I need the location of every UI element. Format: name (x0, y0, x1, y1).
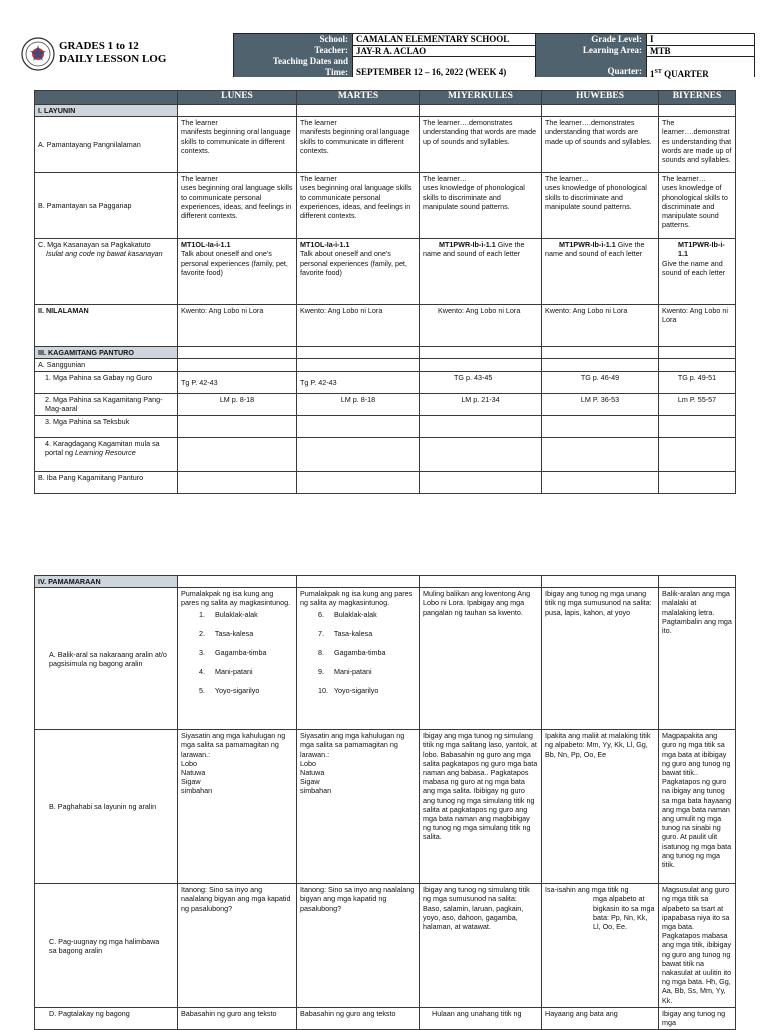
empty-cell (542, 105, 659, 117)
table-cell: LM p. 8-18 (297, 393, 420, 415)
deped-seal-icon (21, 37, 55, 71)
vocabulary-list (300, 759, 416, 796)
empty-cell (542, 347, 659, 359)
item-number: 1. (199, 609, 205, 619)
table-cell: Ibigay ang tunog ng mga (659, 1008, 736, 1029)
table-cell: The learner uses beginning oral language skills to communicate personal experiences, ideas, and feelings in different contexts. (178, 173, 297, 239)
table-cell: The learner… uses knowledge of phonological skills to discriminate and manipulate sound patterns. (420, 173, 542, 239)
competency-code: MT1PWR-Ib-i-1.1 (439, 240, 496, 250)
quarter-number: 1 (650, 69, 655, 79)
empty-cell (420, 347, 542, 359)
empty-cell (420, 437, 542, 471)
item-text: Gagamba-timba (332, 648, 386, 658)
lesson-log-header (21, 33, 735, 77)
empty-cell (659, 347, 736, 359)
area-label: Learning Area: (535, 45, 646, 56)
table-cell: Magpapakita ang guro ng mga titik sa mga bata at ibibigay ng guro ang tunog ng bawat titik.. Pagkatapos ng guro na ibigay ang tunog sa mga bata hayaang ang mga bata naman ang umulit ng mga tunog na sinabi ng guro. At paulit ulit isatunog ng mga bata ang tunog ng mga titik. (659, 730, 736, 884)
item-text: Bulaklak-alak (213, 609, 258, 619)
table-cell (297, 730, 420, 884)
row-label-note: Isulat ang code ng bawat kasanayan (46, 249, 163, 259)
row-label-main: C. Mga Kasanayan sa Pagkakatuto (38, 240, 151, 250)
table-cell: Lm P. 55-57 (659, 393, 736, 415)
item-text: Mani-patani (332, 667, 372, 677)
table-row (35, 359, 736, 371)
empty-cell (542, 415, 659, 437)
row-label: 1. Mga Pahina sa Gabay ng Guro (35, 371, 178, 393)
table-row (35, 415, 736, 437)
section-title: IV. PAMAMARAAN (35, 576, 178, 588)
log-title (59, 40, 166, 66)
table-cell: TG p. 46-49 (542, 371, 659, 393)
competency-text: Give the name and sound of each letter (423, 240, 525, 259)
row-label: A. Sanggunian (35, 359, 178, 371)
table-cell (178, 730, 297, 884)
vocabulary-word: Sigaw (300, 777, 320, 787)
table-cell: Itanong: Sino sa inyo ang naalalang bigyan ang mga kapatid ng pasalubong? (297, 884, 420, 1008)
row-label: B. Pamantayan sa Pagganap (35, 173, 178, 239)
day-header: MARTES (297, 91, 420, 105)
table-cell (420, 239, 542, 305)
row-label: A. Pamantayang Pangnilalaman (35, 117, 178, 173)
activity-text: Isa-isahin ang mga titik ng (545, 885, 629, 895)
competency-code: MT1OL-Ia-i-1.1 (300, 240, 350, 250)
item-text: Mani-patani (213, 667, 253, 677)
item-number: 2. (199, 628, 205, 638)
section-row-kagamitan (35, 347, 736, 359)
list-item (181, 610, 293, 619)
day-header: HUWEBES (542, 91, 659, 105)
competency-code: MT1PWR-Ib-i-1.1 (559, 240, 616, 250)
item-number: 3. (199, 648, 205, 658)
empty-cell (420, 415, 542, 437)
table-cell: The learner… uses knowledge of phonological skills to discriminate and manipulate sound patterns. (659, 173, 736, 239)
vocabulary-word: Natuwa (300, 768, 325, 778)
activity-intro: Siyasatin ang mga kahulugan ng mga salita sa pamamagitan ng larawan.: (300, 731, 405, 759)
table-cell: Itanong: Sino sa inyo ang naalalang bigyan ang mga kapatid ng pasalubong? (178, 884, 297, 1008)
item-number: 7. (318, 628, 324, 638)
list-item (300, 686, 416, 695)
row-label: 2. Mga Pahina sa Kagamitang Pang-Mag-aaral (35, 393, 178, 415)
table-cell: Ibigay ang mga tunog ng simulang titik ng mga salitang laso, yantok, at lobo. Babasahin ng guro ang mga salita pagkatapos ng guro mga bata naman ang babasa.. Pagkatapos mabasa ng guro at ng mga bata ang mga salita. Ibibigay ng guro ang tunog ng mga simulang titik ng salita at pagkatapos ng guro ang mga bata naman ang magbibigay ng tunog ng mga simulang titik ng salita. (420, 730, 542, 884)
empty-cell (297, 105, 420, 117)
list-item (181, 648, 293, 657)
table-row (35, 305, 736, 347)
table-cell: LM P. 36-53 (542, 393, 659, 415)
table-row (35, 1008, 736, 1029)
item-number: 4. (199, 667, 205, 677)
list-item (181, 686, 293, 695)
table-cell: Kwento: Ang Lobo ni Lora (297, 305, 420, 347)
empty-cell (297, 471, 420, 493)
row-label (35, 437, 178, 471)
empty-cell (659, 437, 736, 471)
activity-intro: Pumalakpak ng isa kung ang pares ng salita ay magkasintunog. (181, 589, 291, 608)
section-title: I. LAYUNIN (35, 105, 178, 117)
row-label: B. Paghahabi sa layunin ng aralin (35, 730, 178, 884)
table-cell: TG p. 49-51 (659, 371, 736, 393)
vocabulary-word: Lobo (181, 758, 197, 768)
procedure-table (34, 575, 736, 1030)
table-row (35, 117, 736, 173)
table-cell: Babasahin ng guro ang teksto (178, 1008, 297, 1029)
quarter-superscript: ST (654, 69, 662, 75)
table-row (35, 730, 736, 884)
competency-text: Talk about oneself and one's personal experiences (family, pet, favorite food) (300, 249, 407, 277)
table-cell: LM p. 21-34 (420, 393, 542, 415)
empty-cell (178, 105, 297, 117)
table-cell: Kwento: Ang Lobo ni Lora (542, 305, 659, 347)
section-title: III. KAGAMITANG PANTURO (35, 347, 178, 359)
table-cell: Tg P. 42-43 (178, 371, 297, 393)
table-row (35, 471, 736, 493)
empty-cell (297, 359, 420, 371)
vocabulary-word: simbahan (181, 786, 213, 796)
table-cell: The learner… uses knowledge of phonological skills to discriminate and manipulate sound patterns. (542, 173, 659, 239)
table-cell: TG p. 43-45 (420, 371, 542, 393)
empty-cell (178, 359, 297, 371)
row-label: A. Balik-aral sa nakaraang aralin at/o pagsisimula ng bagong aralin (35, 588, 178, 730)
item-number: 5. (199, 686, 205, 696)
table-cell: Muling balikan ang kwentong Ang Lobo ni Lora. Ipabigay ang mga pangalan ng tauhan sa kwento. (420, 588, 542, 730)
item-text: Gagamba-timba (213, 648, 267, 658)
table-row (35, 437, 736, 471)
table-row (35, 239, 736, 305)
table-cell (178, 588, 297, 730)
empty-cell (542, 471, 659, 493)
quarter-word: QUARTER (661, 69, 709, 79)
table-cell: Balik-aralan ang mga malalaki at malalaking letra. Pagtambalin ang mga ito. (659, 588, 736, 730)
item-text: Yoyo-sigarilyo (213, 686, 260, 696)
table-cell: Babasahin ng guro ang teksto (297, 1008, 420, 1029)
table-row (35, 393, 736, 415)
vocabulary-list (181, 759, 293, 796)
item-text: Tasa-kalesa (332, 628, 373, 638)
section-row-layunin (35, 105, 736, 117)
day-header: LUNES (178, 91, 297, 105)
empty-cell (659, 359, 736, 371)
item-number: 8. (318, 648, 324, 658)
table-cell (542, 884, 659, 1008)
row-label: II. NILALAMAN (35, 305, 178, 347)
empty-cell (420, 471, 542, 493)
list-item (181, 629, 293, 638)
empty-cell (297, 415, 420, 437)
table-cell (659, 239, 736, 305)
school-value: CAMALAN ELEMENTARY SCHOOL (352, 34, 535, 45)
item-number: 9. (318, 667, 324, 677)
empty-cell (178, 347, 297, 359)
competency-text: Give the name and sound of each letter (545, 240, 645, 259)
item-text: Tasa-kalesa (213, 628, 254, 638)
dates-label-line-1: Teaching Dates and (272, 56, 348, 66)
table-cell: Ibigay ang tunog ng mga unang titik ng mga sumusunod na salita: pusa, lapis, kahon, at yoyo (542, 588, 659, 730)
row-label: D. Pagtalakay ng bagong (35, 1008, 178, 1029)
dates-value: SEPTEMBER 12 – 16, 2022 (WEEK 4) (352, 56, 535, 77)
dates-label (234, 56, 352, 77)
section-row-pamamaraan (35, 576, 736, 588)
quarter-label: Quarter: (535, 56, 646, 77)
empty-cell (297, 437, 420, 471)
row-label: 3. Mga Pahina sa Teksbuk (35, 415, 178, 437)
row-label (35, 239, 178, 305)
day-header-row (35, 91, 736, 105)
school-label: School: (234, 34, 352, 45)
empty-cell (297, 576, 420, 588)
empty-cell (542, 359, 659, 371)
table-cell: Ibigay ang tunog ng simulang titik ng mga sumusunod na salita: Baso, salamin, laruan, pagkain, yoyo, aso, dahoon, gagamba, halaman, at watawat. (420, 884, 542, 1008)
empty-cell (178, 471, 297, 493)
list-item (181, 667, 293, 676)
row-label: B. Iba Pang Kagamitang Panturo (35, 471, 178, 493)
grade-value: I (646, 34, 754, 45)
empty-cell (178, 415, 297, 437)
list-item (300, 648, 416, 657)
table-row (35, 884, 736, 1008)
table-cell (542, 239, 659, 305)
list-item (300, 629, 416, 638)
teacher-label: Teacher: (234, 45, 352, 56)
title-line-1: GRADES 1 to 12 (59, 40, 139, 52)
empty-cell (659, 471, 736, 493)
day-header: MIYERKULES (420, 91, 542, 105)
table-row (35, 371, 736, 393)
table-cell: Hulaan ang unahang titik ng (420, 1008, 542, 1029)
table-cell (178, 239, 297, 305)
item-number: 10. (318, 686, 328, 696)
table-cell (297, 588, 420, 730)
day-header: BIYERNES (659, 91, 736, 105)
row-label: C. Pag-uugnay ng mga halimbawa sa bagong aralin (35, 884, 178, 1008)
vocabulary-word: Lobo (300, 758, 316, 768)
item-text: Yoyo-sigarilyo (332, 686, 379, 696)
competency-text: Give the name and sound of each letter (662, 258, 726, 277)
table-cell: Tg P. 42-43 (297, 371, 420, 393)
empty-cell (178, 437, 297, 471)
vocabulary-word: simbahan (300, 786, 332, 796)
empty-cell (542, 437, 659, 471)
title-line-2: DAILY LESSON LOG (59, 53, 167, 65)
activity-text: mga alpabeto at bigkasin ito sa mga bata: Pp, Nn, Kk, Ll, Oo, Ee. (593, 894, 655, 932)
table-row (35, 173, 736, 239)
item-number: 6. (318, 609, 324, 619)
competency-code: MT1PWR-Ib-i-1.1 (678, 240, 725, 259)
table-cell: Ipakita ang maliit at malaking titik ng alpabeto: Mm, Yy, Kk, Ll, Gg, Bb, Nn, Pp, Oo, Ee (542, 730, 659, 884)
area-value: MTB (646, 45, 754, 56)
empty-cell (659, 105, 736, 117)
dates-label-line-2: Time: (325, 67, 348, 77)
table-row (35, 588, 736, 730)
table-cell: LM p. 8-18 (178, 393, 297, 415)
table-cell: The learner….demonstrates understanding that words are made up of sounds and syllables. (420, 117, 542, 173)
quarter-value (646, 56, 754, 77)
row-label-main: 4. Karagdagang Kagamitan mula sa portal ng (45, 438, 160, 457)
table-cell: The learner….demonstrates understanding that words are made up of sounds and syllables. (542, 117, 659, 173)
word-pair-list (181, 610, 293, 696)
empty-cell (659, 576, 736, 588)
item-text: Bulaklak-alak (332, 609, 377, 619)
table-cell: The learner….demonstrates understanding that words are made up of sounds and syllables. (659, 117, 736, 173)
list-item (300, 610, 416, 619)
empty-cell (420, 359, 542, 371)
table-cell: The learner manifests beginning oral language skills to communicate in different contexts. (297, 117, 420, 173)
table-cell: Magsusulat ang guro ng mga titik sa alpabeto sa tsart at ipapabasa niya ito sa mga bata. Pagkatapos mabasa ang mga titik, ibibigay ng guro ang tunog ng bawat titik na nakasulat at uulitin ito ng mga bata. Hh, Gg, Aa, Bb, Ss, Mm, Yy, Kk. (659, 884, 736, 1008)
vocabulary-word: Sigaw (181, 777, 201, 787)
empty-cell (542, 576, 659, 588)
list-item (300, 667, 416, 676)
vocabulary-word: Natuwa (181, 768, 206, 778)
table-cell (297, 239, 420, 305)
table-cell: Kwento: Ang Lobo ni Lora (178, 305, 297, 347)
teacher-value: JAY-R A. ACLAO (352, 45, 535, 56)
table-cell: Kwento: Ang Lobo ni Lora (659, 305, 736, 347)
word-pair-list (300, 610, 416, 696)
grade-label: Grade Level: (535, 34, 646, 45)
empty-cell (297, 347, 420, 359)
header-info-box (233, 33, 755, 77)
competency-text: Talk about oneself and one's personal experiences (family, pet, favorite food) (181, 249, 288, 277)
empty-cell (659, 415, 736, 437)
table-cell: Kwento: Ang Lobo ni Lora (420, 305, 542, 347)
row-label-italic: Learning Resource (74, 447, 136, 457)
objectives-table (34, 90, 736, 494)
header-blank-cell (35, 91, 178, 105)
empty-cell (420, 105, 542, 117)
activity-intro: Siyasatin ang mga kahulugan ng mga salita sa pamamagitan ng larawan.: (181, 731, 286, 759)
empty-cell (178, 576, 297, 588)
table-cell: The learner manifests beginning oral language skills to communicate in different contexts. (178, 117, 297, 173)
competency-code: MT1OL-Ia-i-1.1 (181, 240, 231, 250)
empty-cell (420, 576, 542, 588)
table-cell: Hayaang ang bata ang (542, 1008, 659, 1029)
table-cell: The learner uses beginning oral language skills to communicate personal experiences, ideas, and feelings in different contexts. (297, 173, 420, 239)
activity-intro: Pumalakpak ng isa kung ang pares ng salita ay magkasintunog. (300, 589, 413, 608)
